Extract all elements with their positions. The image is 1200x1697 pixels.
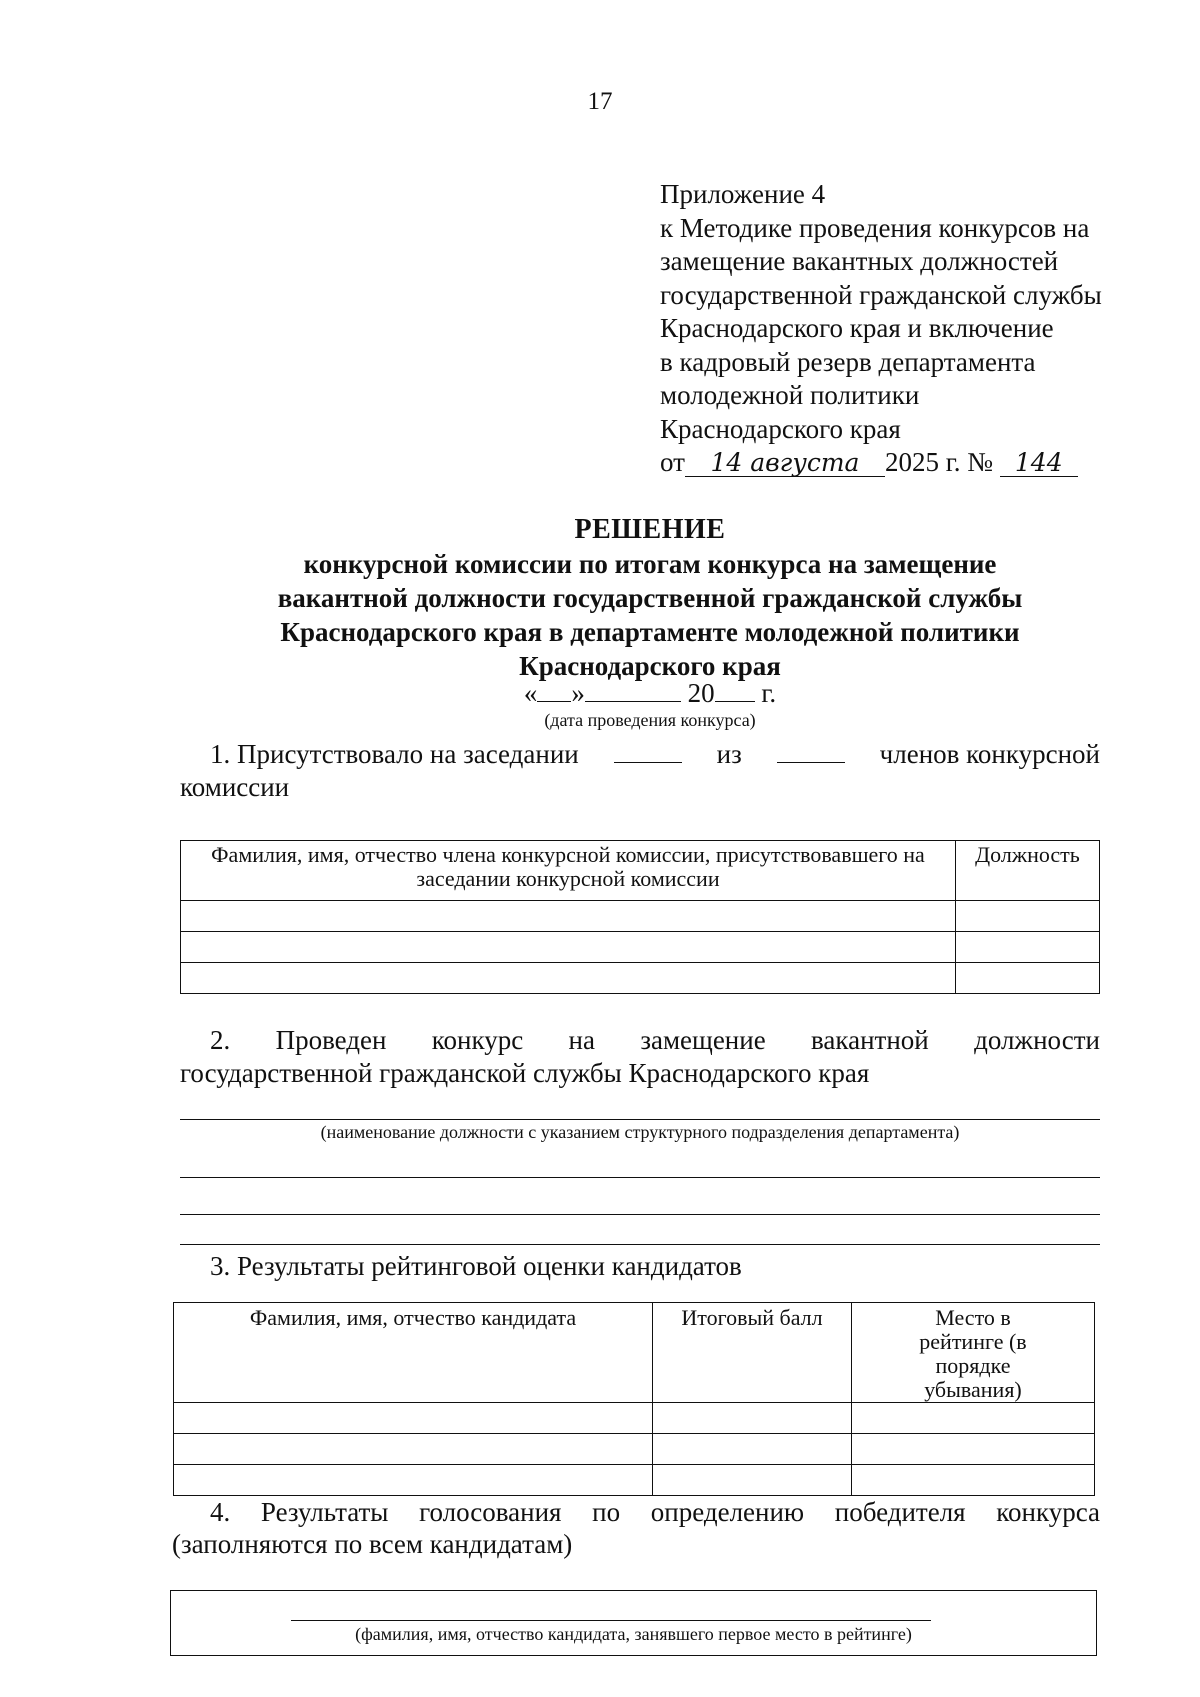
contest-date-line: [200, 678, 1100, 709]
title-line: конкурсной комиссии по итогам конкурса на замещение: [303, 549, 997, 579]
section4-line2: (заполняются по всем кандидатам): [172, 1529, 573, 1559]
section4-word: 4.: [210, 1497, 231, 1527]
rating-results-table: [173, 1302, 1095, 1496]
year-suffix: г.: [761, 678, 777, 708]
table-cell[interactable]: [852, 1403, 1095, 1434]
title-line: вакантной должности государственной гражданской службы: [277, 583, 1023, 613]
table-cell[interactable]: [174, 1403, 653, 1434]
section1-text: 1. Присутствовало на заседании: [210, 739, 579, 769]
table-row: [181, 932, 1100, 963]
table-cell[interactable]: [852, 1465, 1095, 1496]
table-header-cell: Место в рейтинге (в порядке убывания): [852, 1303, 1095, 1403]
handwritten-date: 14 августа: [685, 450, 885, 477]
appendix-line: Краснодарского края и включение: [660, 313, 1054, 343]
year-blank[interactable]: [715, 679, 755, 702]
table-header-cell: Итоговый балл: [653, 1303, 852, 1403]
handwritten-number: 144: [1000, 450, 1078, 477]
table-cell[interactable]: [174, 1434, 653, 1465]
present-count-blank[interactable]: [614, 740, 682, 763]
table-header-cell: Фамилия, имя, отчество члена конкурсной комиссии, присутствовавшего на заседании конкурсной комиссии: [181, 841, 956, 901]
section3-heading: 3. Результаты рейтинговой оценки кандидатов: [210, 1251, 742, 1281]
section1-members: членов конкурсной: [879, 739, 1100, 769]
appendix-line: государственной гражданской службы: [660, 279, 1102, 310]
section4-word: голосования: [419, 1497, 562, 1527]
table-row: [181, 901, 1100, 932]
table-cell[interactable]: [956, 932, 1100, 963]
section2-word: 2.: [210, 1025, 231, 1055]
month-blank[interactable]: [585, 679, 681, 702]
appendix-line: замещение вакантных должностей: [660, 246, 1059, 276]
section4-word: определению: [650, 1497, 805, 1527]
close-quote: »: [571, 678, 585, 708]
commission-members-table: [180, 840, 1100, 994]
section2-word: должности: [974, 1025, 1100, 1055]
section2-line2: государственной гражданской службы Краснодарского края: [180, 1058, 870, 1088]
section1-from: из: [716, 739, 742, 769]
section2-word: вакантной: [811, 1025, 929, 1055]
section2-line1: [210, 1024, 1100, 1057]
position-line[interactable]: [180, 1214, 1100, 1215]
document-title: [200, 513, 1100, 683]
appendix-header: [660, 178, 1102, 480]
section4-line1: [210, 1496, 1100, 1529]
appendix-line: Краснодарского края: [660, 413, 901, 444]
section4-word: Результаты: [260, 1497, 389, 1527]
table-cell[interactable]: [653, 1434, 852, 1465]
date-prefix: от: [660, 447, 685, 477]
appendix-line: к Методике проведения конкурсов на: [660, 212, 1090, 243]
position-line[interactable]: [180, 1119, 1100, 1120]
appendix-line: молодежной политики: [660, 380, 920, 410]
winner-caption: (фамилия, имя, отчество кандидата, занявшего первое место в рейтинге): [355, 1624, 912, 1644]
section2-word: замещение: [640, 1025, 766, 1055]
table-cell[interactable]: [852, 1434, 1095, 1465]
day-blank[interactable]: [537, 679, 571, 702]
winner-name-line[interactable]: [291, 1620, 931, 1621]
table-cell[interactable]: [653, 1465, 852, 1496]
total-count-blank[interactable]: [777, 740, 845, 763]
table-header-cell: Должность: [956, 841, 1100, 901]
section1-line1: [210, 738, 1100, 771]
title-line: Краснодарского края в департаменте молодежной политики: [280, 617, 1020, 647]
page-number: 17: [587, 88, 613, 115]
section1-line2: комиссии: [180, 772, 290, 802]
table-row: [174, 1434, 1095, 1465]
year-number-label: 2025 г. №: [884, 447, 993, 477]
position-line[interactable]: [180, 1177, 1100, 1178]
section4-word: по: [592, 1497, 621, 1527]
position-line[interactable]: [180, 1244, 1100, 1245]
table-cell[interactable]: [181, 901, 956, 932]
title-main: РЕШЕНИЕ: [574, 514, 726, 545]
open-quote: «: [523, 678, 538, 708]
year-prefix: 20: [687, 678, 715, 708]
appendix-date-line: [660, 446, 1102, 480]
section2-word: на: [568, 1025, 595, 1055]
section4-word: конкурса: [996, 1497, 1100, 1527]
position-caption: (наименование должности с указанием структурного подразделения департамента): [320, 1122, 960, 1142]
section2-word: Проведен: [275, 1025, 387, 1055]
table-header-cell: Фамилия, имя, отчество кандидата: [174, 1303, 653, 1403]
table-cell[interactable]: [653, 1403, 852, 1434]
date-caption: (дата проведения конкурса): [544, 710, 756, 730]
table-row: [174, 1465, 1095, 1496]
table-row: [174, 1403, 1095, 1434]
table-cell[interactable]: [956, 901, 1100, 932]
winner-box: [170, 1590, 1097, 1656]
title-line: Краснодарского края: [519, 651, 781, 681]
section2-word: конкурс: [431, 1025, 524, 1055]
appendix-line: в кадровый резерв департамента: [660, 346, 1036, 377]
table-cell[interactable]: [181, 932, 956, 963]
table-cell[interactable]: [956, 963, 1100, 994]
appendix-line: Приложение 4: [660, 179, 826, 209]
table-cell[interactable]: [174, 1465, 653, 1496]
section4-word: победителя: [834, 1497, 966, 1527]
table-cell[interactable]: [181, 963, 956, 994]
table-row: [181, 963, 1100, 994]
